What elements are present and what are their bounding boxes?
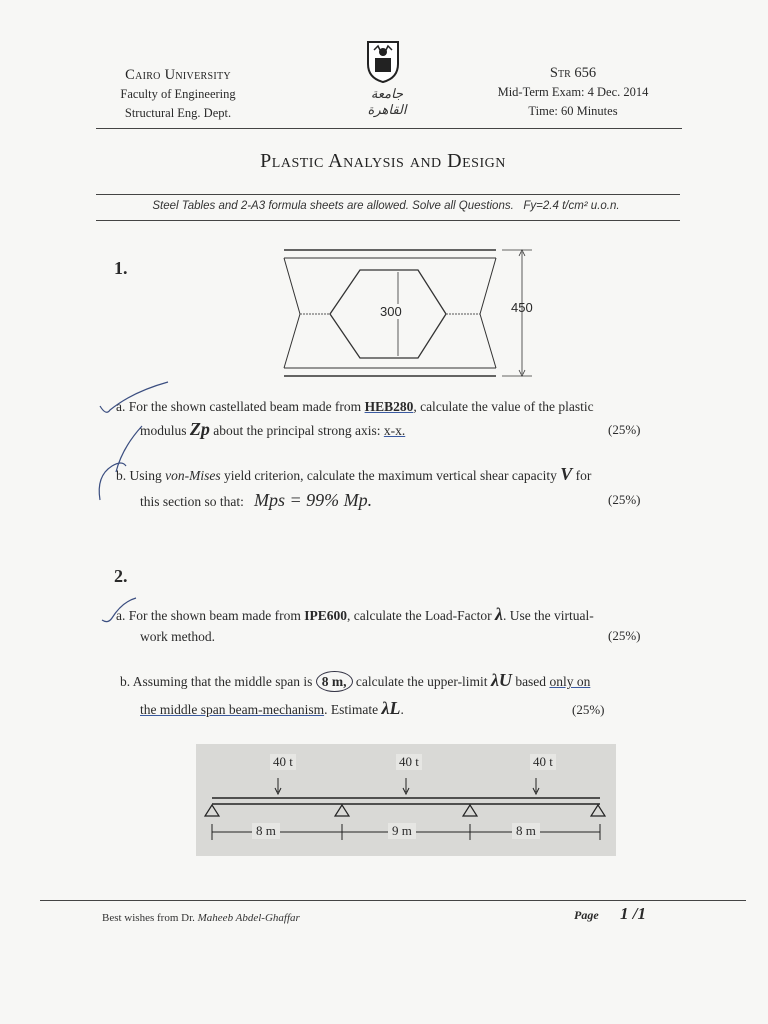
footer-wishes — [102, 912, 300, 924]
handwritten-marks — [92, 376, 172, 516]
span-1: 8 m — [252, 823, 280, 839]
symbol-lambda: λ — [495, 604, 504, 624]
criterion-name: von-Mises — [165, 468, 221, 483]
question-2a-weight: (25%) — [608, 628, 641, 643]
question-2b-text-2: calculate the upper-limit — [355, 674, 488, 689]
section-ipe600: IPE600 — [304, 608, 347, 623]
exam-info: Mid-Term Exam: 4 Dec. 2014 — [497, 85, 649, 99]
only-on: only on — [549, 674, 591, 689]
question-1-number: 1. — [114, 258, 128, 278]
load-2: 40 t — [396, 754, 422, 770]
question-1b-line2 — [140, 490, 660, 512]
wishes-text: Best wishes from Dr. — [102, 912, 195, 924]
span-3: 8 m — [512, 823, 540, 839]
question-2b-label: b. — [120, 674, 131, 689]
load-3: 40 t — [530, 754, 556, 770]
symbol-zp: Zp — [189, 419, 210, 439]
instructions-text: Steel Tables and 2-A3 formula sheets are allowed. Solve all Questions. — [152, 200, 514, 212]
symbol-v: V — [560, 464, 573, 484]
header-divider — [96, 128, 682, 129]
question-1a-weight: (25%) — [608, 422, 641, 437]
question-2b — [120, 670, 690, 692]
author-name: Maheeb Abdel-Ghaffar — [197, 912, 300, 924]
question-2b-text-6: . — [400, 702, 404, 717]
question-2-number: 2. — [114, 566, 128, 586]
question-2b-text-5: . Estimate — [324, 702, 379, 717]
note-top-rule — [96, 194, 680, 195]
question-1b-text-4: this section so that: — [140, 494, 244, 509]
question-1a-label: a. — [116, 399, 126, 414]
question-2a-text: For the shown beam made from — [128, 608, 301, 623]
header-right — [478, 64, 668, 121]
question-1a — [116, 396, 686, 417]
section-heb280: HEB280 — [364, 399, 414, 414]
symbol-lambda-l: λL — [381, 698, 401, 718]
fy-note: Fy=2.4 t/cm² u.o.n. — [523, 200, 620, 212]
question-1a-text: For the shown castellated beam made from — [128, 399, 362, 414]
university-name: Cairo University — [125, 67, 231, 83]
question-1a-text-4: about the principal strong axis: — [213, 423, 381, 438]
arabic-university-name: جامعة القاهرة — [367, 86, 407, 117]
note-bottom-rule — [96, 220, 680, 221]
question-1b-text-2: yield criterion, calculate the maximum vertical shear capacity — [224, 468, 557, 483]
outer-dimension: 450 — [511, 300, 533, 315]
question-1b-label: b. — [116, 468, 127, 483]
question-1b-weight: (25%) — [608, 492, 641, 507]
question-2b-text-3: based — [515, 674, 547, 689]
handwritten-check-2a — [100, 596, 140, 626]
department-name: Structural Eng. Dept. — [124, 106, 232, 120]
load-1: 40 t — [270, 754, 296, 770]
symbol-lambda-u: λU — [490, 670, 512, 690]
question-1a-line2 — [140, 419, 660, 441]
exam-time: Time: 60 Minutes — [528, 104, 618, 118]
span-2: 9 m — [388, 823, 416, 839]
page-title: Plastic Analysis and Design — [260, 150, 506, 172]
question-1b-text: Using — [129, 468, 162, 483]
question-2b-line2 — [140, 698, 560, 720]
question-2a-text-2: , calculate the Load-Factor — [346, 608, 492, 623]
instructions-note — [96, 200, 676, 212]
span-8m: 8 m, — [316, 671, 353, 692]
question-1a-text-3: modulus — [140, 423, 187, 438]
question-1b-text-3: for — [575, 468, 592, 483]
university-logo — [366, 38, 400, 84]
question-2b-text: Assuming that the middle span is — [132, 674, 313, 689]
middle-span-mechanism: the middle span beam-mechanism — [140, 702, 325, 717]
question-1a-text-2: , calculate the value of the plastic — [413, 399, 594, 414]
page-number: 1 /1 — [620, 904, 646, 923]
question-1b — [116, 464, 686, 486]
faculty-name: Faculty of Engineering — [120, 87, 236, 101]
footer-rule — [40, 900, 746, 901]
question-2a-text-3: . Use the virtual- — [503, 608, 594, 623]
equation-mps: Mps = 99% Mp. — [254, 490, 373, 510]
continuous-beam-diagram — [196, 744, 616, 856]
inner-dimension: 300 — [380, 304, 402, 319]
question-2b-weight: (25%) — [572, 702, 605, 717]
question-2a-text-4: work method. — [140, 629, 215, 644]
page-label: Page — [574, 908, 599, 922]
course-code: Str 656 — [549, 65, 597, 81]
question-2a-label: a. — [116, 608, 126, 623]
question-2a — [116, 604, 686, 626]
axis-xx: x-x. — [383, 423, 406, 438]
header-left — [108, 66, 248, 123]
